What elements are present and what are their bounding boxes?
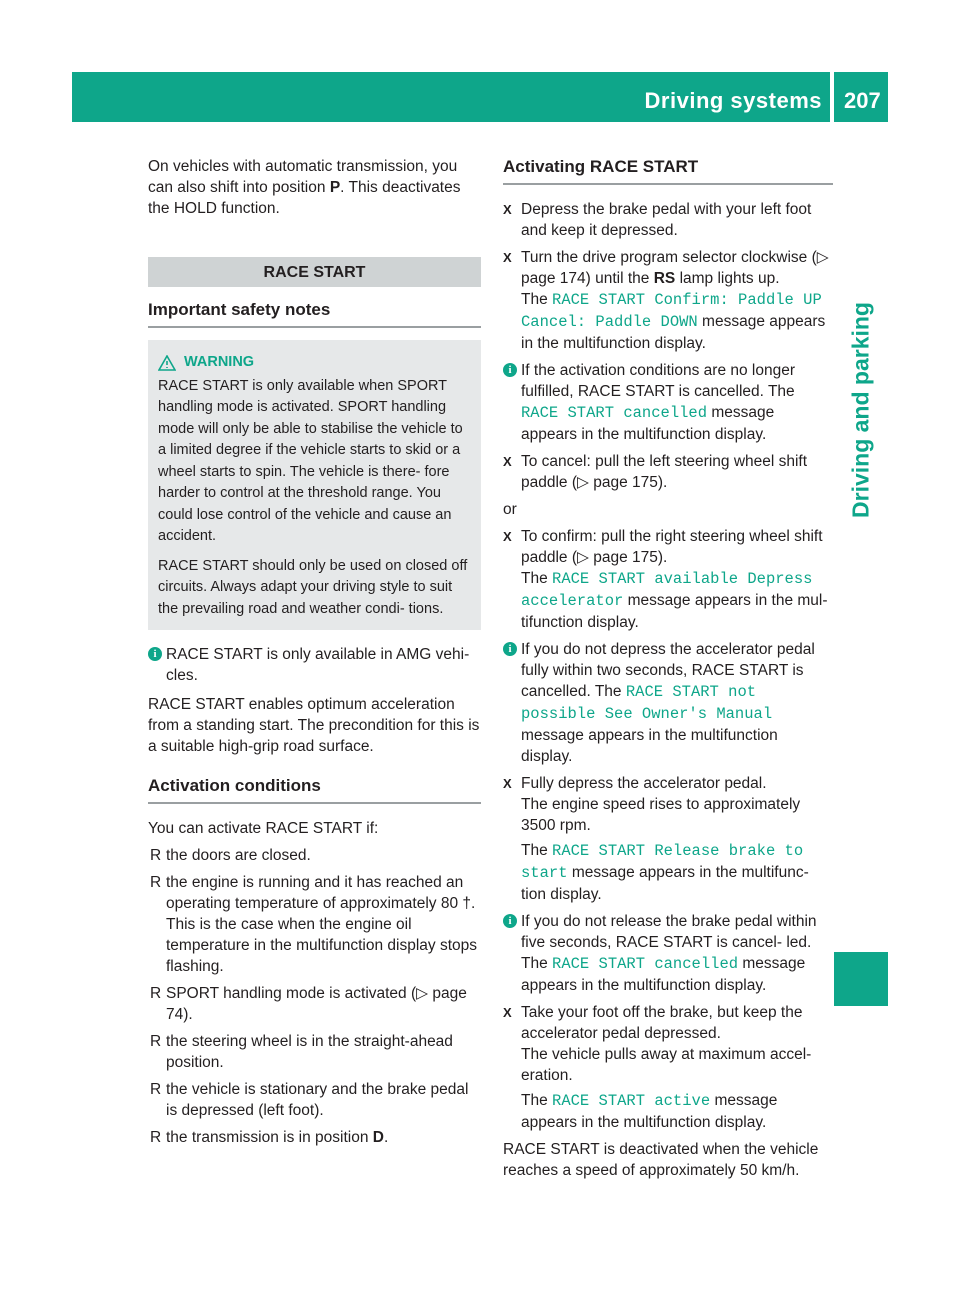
display-message: RACE START available Depress accelerator: [521, 570, 813, 610]
or-text: or: [503, 501, 517, 518]
list-item: R the vehicle is stationary and the brake pedal is depressed (left foot).: [150, 1081, 469, 1119]
closing-paragraph: RACE START is deactivated when the vehicle reaches a speed of approximately 50 km/h.: [503, 1141, 819, 1179]
activation-heading: Activation conditions: [148, 775, 481, 804]
list-item: R SPORT handling mode is activated (▷ page 74).: [150, 985, 467, 1023]
section-title: Driving systems: [644, 88, 822, 113]
right-column: [503, 156, 833, 1181]
step-marker-icon: X: [503, 250, 512, 265]
list-item: R the doors are closed.: [150, 847, 311, 864]
display-message: RACE START cancelled: [521, 404, 708, 422]
chapter-marker: [834, 952, 888, 1006]
warning-box: [148, 340, 481, 630]
list-item: R the steering wheel is in the straight-ahead position.: [150, 1033, 453, 1071]
warning-text-1: RACE START is only available when SPORT handling mode is activated. SPORT handling mode will only be able to stabilise the vehicle to a limited degree if the vehicle starts to skid or a wheel starts to spin. The vehicle is there- fore harder to control at the threshold range. You could lose control of the vehicle and cause an accident.: [158, 377, 463, 544]
activate-intro: You can activate RACE START if:: [148, 820, 379, 837]
safety-heading: Important safety notes: [148, 299, 481, 328]
step-item: X Fully depress the accelerator pedal. The engine speed rises to approximately 3500 rpm. The RACE START Release brake to start message appears in the multifunc- tion display.: [503, 775, 809, 903]
info-icon: i: [148, 647, 162, 661]
chapter-tab-label: Driving and parking: [847, 302, 874, 518]
step-item: X Depress the brake pedal with your left foot and keep it depressed.: [503, 201, 812, 239]
list-item: R the engine is running and it has reached an operating temperature of approximately 80 †. This is the case when the engine oil temperature in the multifunction display stops flashing.: [150, 874, 478, 975]
display-message: RACE START Confirm: Paddle UP Cancel: Paddle DOWN: [521, 291, 822, 331]
display-message: RACE START not possible See Owner's Manual: [521, 683, 773, 723]
list-item: R the transmission is in position D.: [150, 1129, 389, 1146]
display-message: RACE START active: [552, 1092, 711, 1110]
info-icon: i: [503, 914, 517, 928]
warning-title: WARNING: [184, 354, 255, 370]
step-marker-icon: X: [503, 1005, 512, 1020]
step-item: X To confirm: pull the right steering wheel shift paddle (▷ page 175). The RACE START available Depress accelerator message appears in the mul- tifunction display.: [503, 528, 828, 631]
warning-header: [158, 352, 471, 374]
header-divider: [830, 72, 834, 122]
left-column: [148, 156, 481, 1148]
enables-paragraph: RACE START enables optimum acceleration from a standing start. The precondition for this is a suitable high-grip road surface.: [148, 696, 480, 755]
info-note: i If the activation conditions are no longer fulfilled, RACE START is cancelled. The RACE START cancelled message appears in the multifunction display.: [503, 360, 833, 445]
step-item: X Turn the drive program selector clockwise (▷ page 174) until the RS lamp lights up. The RACE START Confirm: Paddle UP Cancel: Paddle DOWN message appears in the multifunction display.: [503, 249, 829, 352]
info-icon: i: [503, 642, 517, 656]
info-note: i If you do not depress the accelerator pedal fully within two seconds, RACE START is cancelled. The RACE START not possible See Owner's Manual message appears in the multifunction display.: [503, 639, 833, 767]
warning-text-2: RACE START should only be used on closed off circuits. Always adapt your driving style to suit the prevailing road and weather condi- tions.: [158, 557, 468, 617]
step-item: X To cancel: pull the left steering wheel shift paddle (▷ page 175).: [503, 453, 808, 491]
display-message: RACE START Release brake to start: [521, 842, 804, 882]
step-marker-icon: X: [503, 529, 512, 544]
step-item: X Take your foot off the brake, but keep the accelerator pedal depressed. The vehicle pulls away at maximum accel- eration. The RACE START active message appears in the multifunction display.: [503, 1004, 812, 1131]
intro-paragraph: On vehicles with automatic transmission, you can also shift into position P. This deactivates the HOLD function.: [148, 158, 461, 217]
warning-triangle-icon: [158, 355, 176, 371]
section-band: RACE START: [148, 257, 481, 287]
info-icon: i: [503, 363, 517, 377]
page-number: 207: [844, 88, 881, 113]
step-marker-icon: X: [503, 454, 512, 469]
display-message: RACE START cancelled: [552, 955, 739, 973]
step-marker-icon: X: [503, 776, 512, 791]
info-note: i If you do not release the brake pedal within five seconds, RACE START is cancel- led. The RACE START cancelled message appears in the multifunction display.: [503, 911, 833, 996]
step-marker-icon: X: [503, 202, 512, 217]
info-note: i RACE START is only available in AMG vehi- cles.: [148, 644, 481, 686]
activating-heading: Activating RACE START: [503, 156, 833, 185]
